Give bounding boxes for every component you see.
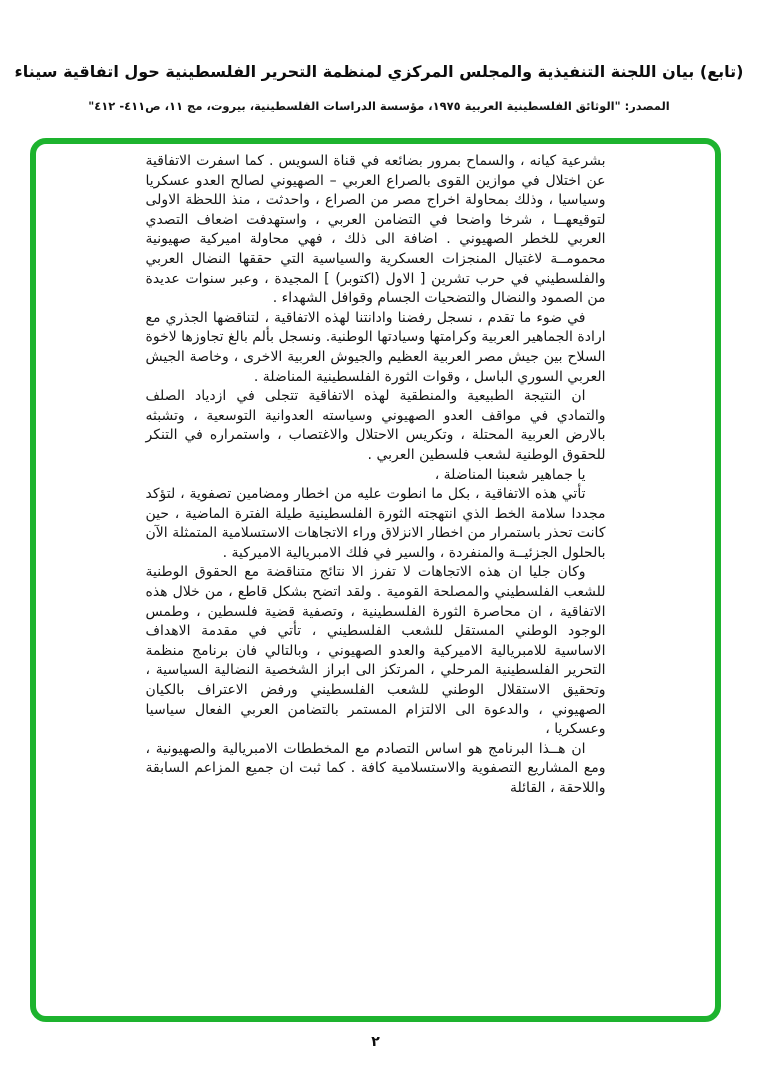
- body-paragraph: تأتي هذه الاتفاقية ، بكل ما انطوت عليه من اخطار ومضامين تصفوية ، لتؤكد مجددا سلامة الخط الذي انتهجته الثورة الفلسطينية طيلة الفترة الماضية ، حين كانت تحذر باستمرار من اخطار الانزلاق وراء الاتجاهات الاستسلامية المتمثلة الآن بالحلول الجزئيــة والمنفردة ، والسير في فلك الامبريالية الاميركية .: [145, 486, 606, 561]
- source-citation: المصدر: "الوثائق الفلسطينية العربية ١٩٧٥، مؤسسة الدراسات الفلسطينية، بيروت، مج ١١، ص٤١١- ٤١٢": [88, 99, 670, 113]
- body-paragraph: بشرعية كيانه ، والسماح بمرور بضائعه في قناة السويس . كما اسفرت الاتفاقية عن اختلال في موازين القوى بالصراع العربي – الصهيوني لصالح العدو عسكريا وسياسيا ، وذلك بمحاولة اخراج مصر من الصراع ، واحدثت ، منذ اللحظة الاولى لتوقيعهــا ، شرخا واضحا في التضامن العربي ، واستهدفت اضعاف التصدي العربي للخطر الصهيوني . اضافة الى ذلك ، فهي محاولة اميركية صهيونية محمومــة لاغتيال المنجزات العسكرية والسياسية التي حققها النضال العربي والفلسطيني في حرب تشرين [ الاول (اكتوبر) ] المجيدة ، وعبر سنوات عديدة من الصمود والنضال والتضحيات الجسام وقوافل الشهداء .: [145, 153, 606, 307]
- body-paragraph: وكان جليا ان هذه الاتجاهات لا تفرز الا نتائج متناقضة مع الحقوق الوطنية للشعب الفلسطيني والمصلحة القومية . ولقد اتضح بشكل قاطع ، من خلال هذه الاتفاقية ، ان محاصرة الثورة الفلسطينية ، وتصفية قضية فلسطين ، وطمس الوجود الوطني المستقل للشعب الفلسطيني ، تأتي في مقدمة الاهداف الاساسية للامبريالية الاميركية والعدو الصهيوني ، وبالتالي فان برنامج منظمة التحرير الفلسطينية المرحلي ، المرتكز الى ابراز الشخصية النضالية السياسية ، وتحقيق الاستقلال الوطني للشعب الفلسطيني ورفض الاعتراف بالكيان الصهيوني ، والدعوة الى الالتزام المستمر بالتضامن العربي الفعال سياسيا وعسكريا ،: [145, 564, 606, 738]
- document-frame: [30, 138, 721, 1022]
- body-paragraph: ان هــذا البرنامج هو اساس التصادم مع المخططات الامبريالية والصهيونية ، ومع المشاريع التصفوية والاستسلامية كافة . كما ثبت ان جميع المزاعم السابقة واللاحقة ، القائلة: [145, 740, 606, 796]
- body-paragraph: ان النتيجة الطبيعية والمنطقية لهذه الاتفاقية تتجلى في ازدياد الصلف والتمادي في مواقف العدو الصهيوني وسياسته العدوانية التوسعية ، وتشبثه بالارض العربية المحتلة ، وتكريس الاحتلال والاغتصاب ، واستمراره في التنكر للحقوق الوطنية لشعب فلسطين العربي .: [145, 388, 606, 463]
- page-title: (تابع) بيان اللجنة التنفيذية والمجلس المركزي لمنظمة التحرير الفلسطينية حول اتفاقية سيناء: [14, 62, 744, 81]
- body-paragraph: يا جماهير شعبنا المناضلة ،: [434, 466, 586, 483]
- page-number: ٢: [371, 1034, 380, 1050]
- document-body-text: [146, 152, 606, 799]
- body-paragraph: في ضوء ما تقدم ، نسجل رفضنا وادانتنا لهذه الاتفاقية ، لتناقضها الجذري مع ارادة الجماهير العربية وكرامتها وسيادتها الوطنية. ونسجل بألم بالغ تجاوزها لاخوة السلاح بين جيش مصر العربية العظيم والجيوش العربية الاخرى ، وخاصة الجيش العربي السوري الباسل ، وقوات الثورة الفلسطينية المناضلة .: [145, 309, 606, 385]
